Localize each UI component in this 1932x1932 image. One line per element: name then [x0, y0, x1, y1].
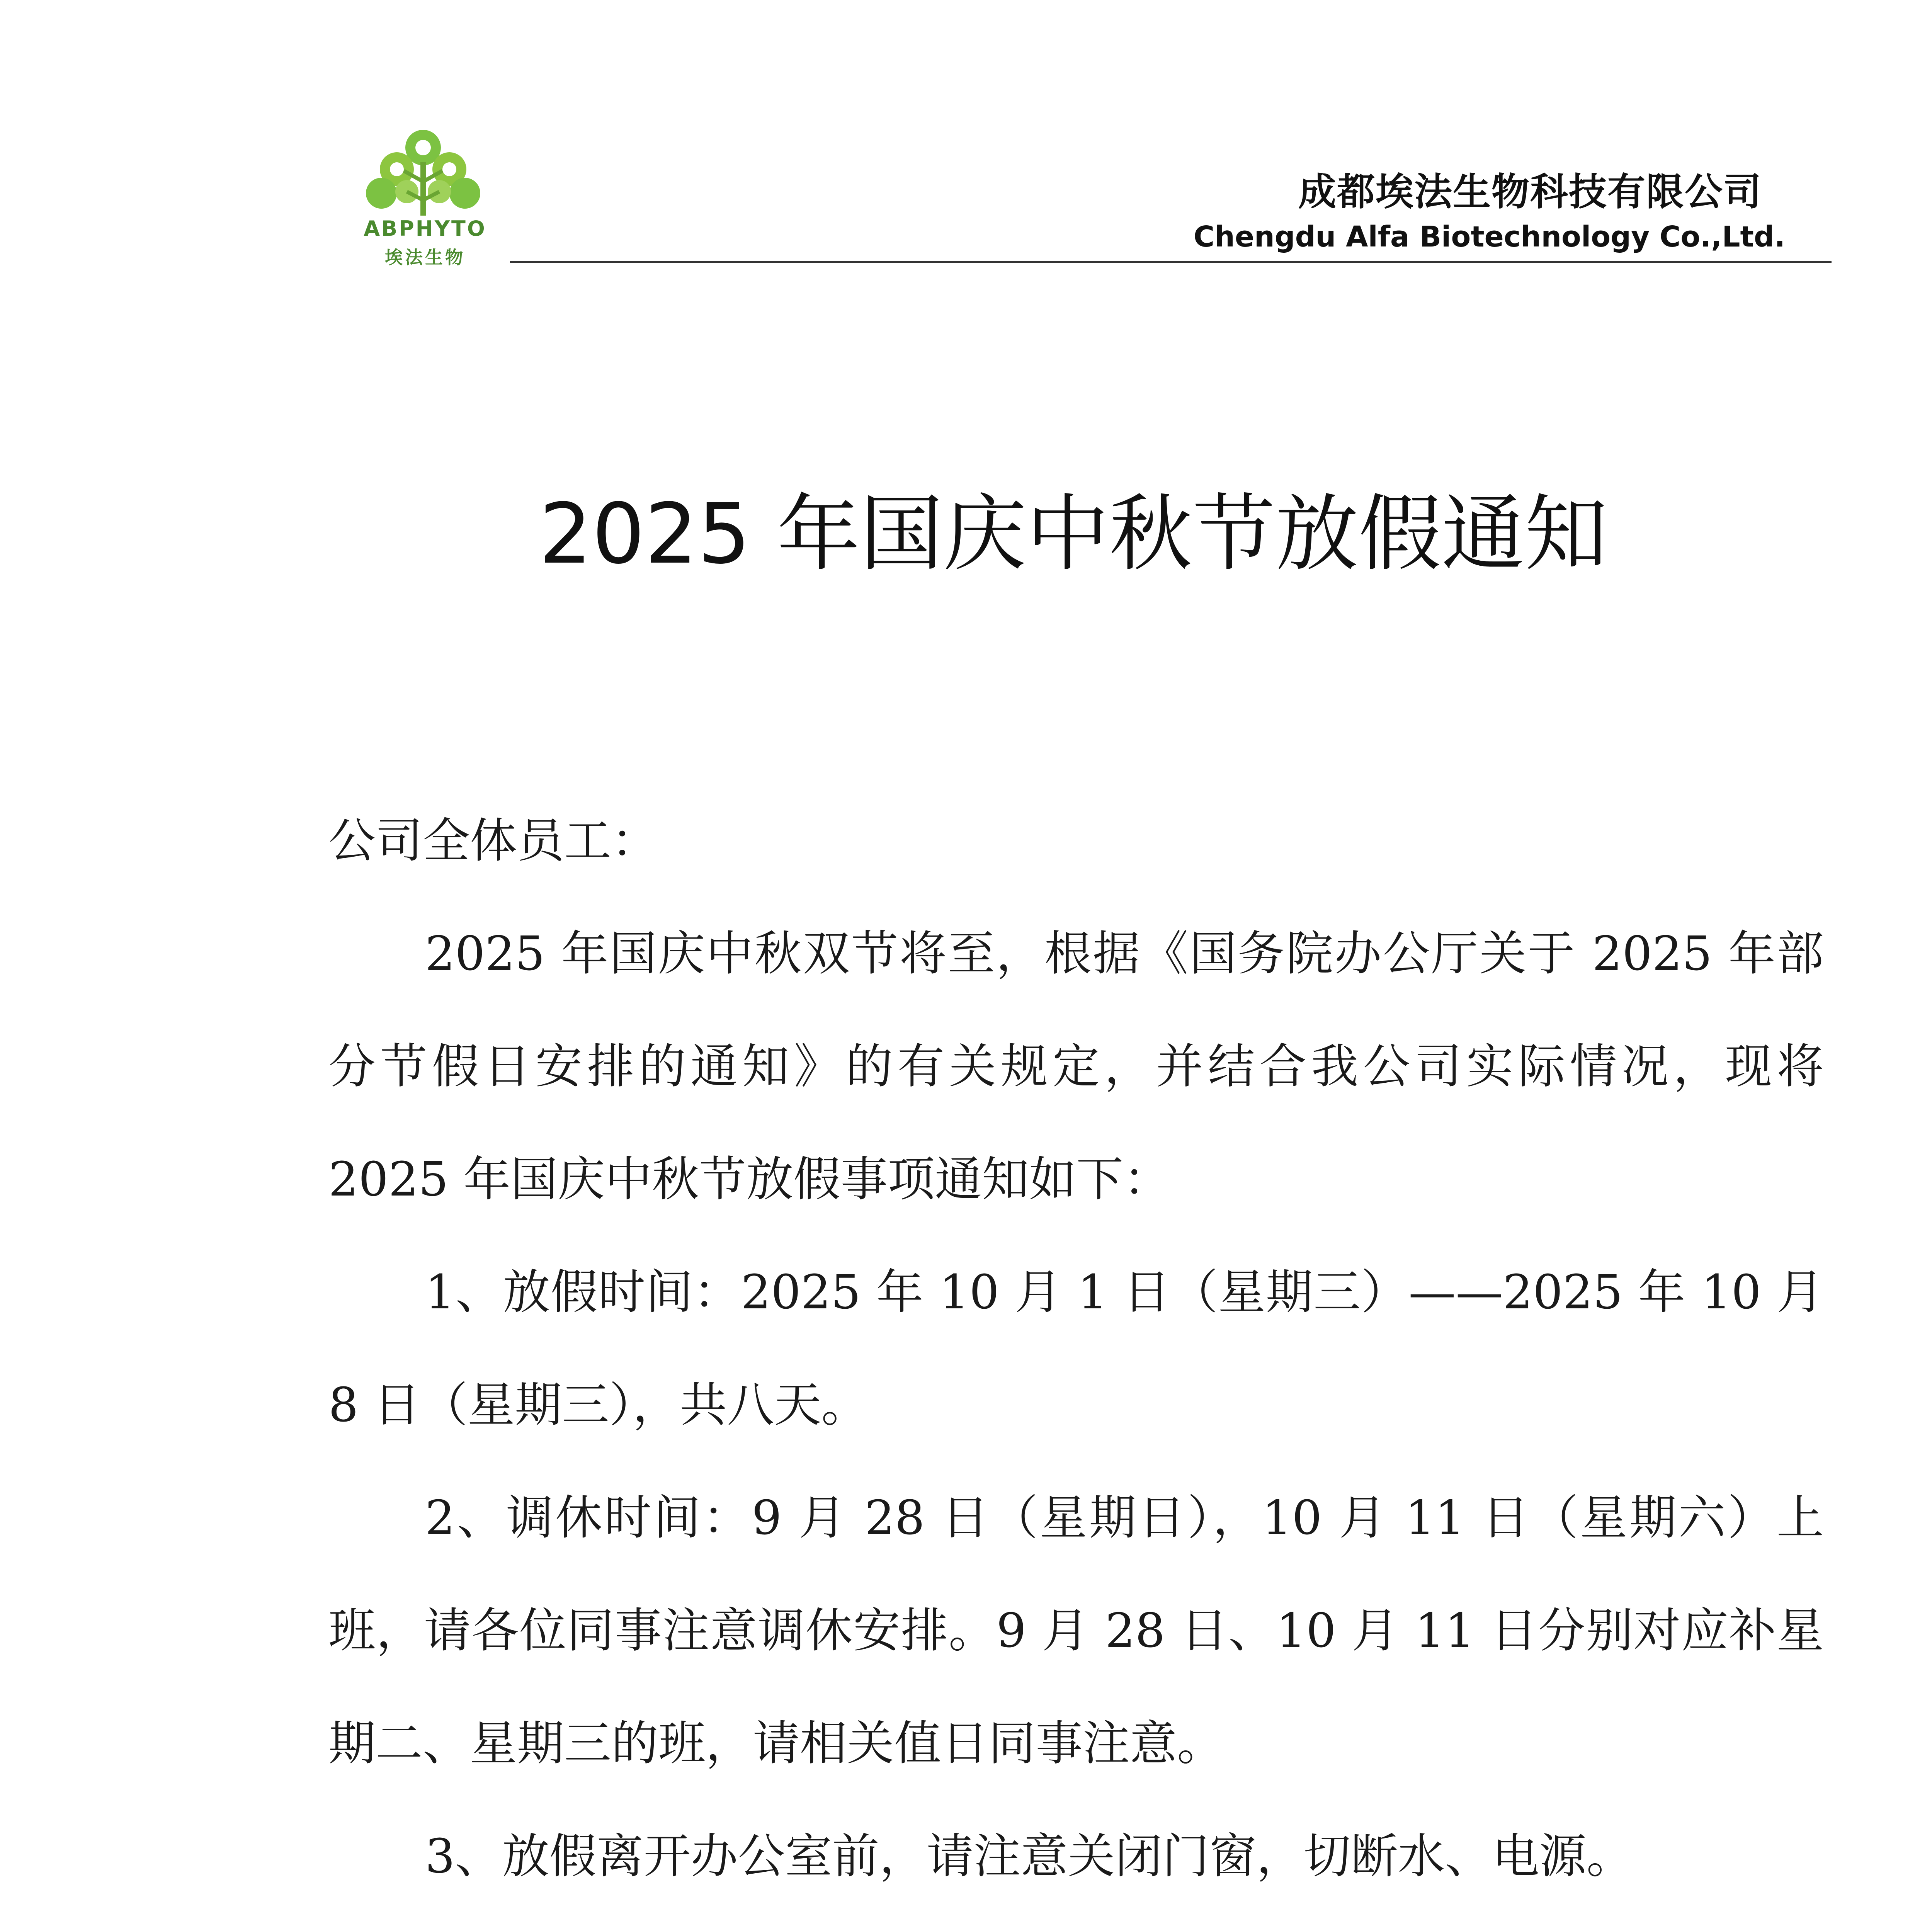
company-logo — [340, 128, 502, 274]
notice-item: 1、放假时间：2025 年 10 月 1 日（星期三）——2025 年 10 月 8 日（星期三），共八天。 — [328, 1265, 1824, 1432]
notice-body — [328, 784, 1824, 1932]
letterhead — [317, 128, 1832, 274]
company-name-en: Chengdu Alfa Biotechnology Co.,Ltd. — [1193, 220, 1785, 253]
header-divider — [510, 261, 1832, 263]
intro-paragraph: 2025 年国庆中秋双节将至，根据《国务院办公厅关于 2025 年部分节假日安排的通知》的有关规定，并结合我公司实际情况，现将 2025 年国庆中秋节放假事项通知如下： — [328, 926, 1824, 1207]
notice-item: 3、放假离开办公室前，请注意关闭门窗，切断水、电源。 — [425, 1829, 1634, 1884]
tree-logo-icon — [361, 128, 485, 220]
notice-item — [328, 1913, 1824, 1932]
logo-text-cn: 埃法生物 — [385, 247, 465, 268]
company-name-cn: 成都埃法生物科技有限公司 — [1298, 170, 1762, 214]
salutation: 公司全体员工： — [328, 813, 658, 868]
notice-title: 2025 年国庆中秋节放假通知 — [539, 485, 1608, 582]
notice-item: 2、调休时间：9 月 28 日（星期日），10 月 11 日（星期六）上班，请各位同事注意调休安排。9 月 28 日、10 月 11 日分别对应补星期二、星期三的班，请相关值日同事注意。 — [328, 1490, 1824, 1771]
logo-text-en: ABPHYTO — [364, 216, 486, 241]
